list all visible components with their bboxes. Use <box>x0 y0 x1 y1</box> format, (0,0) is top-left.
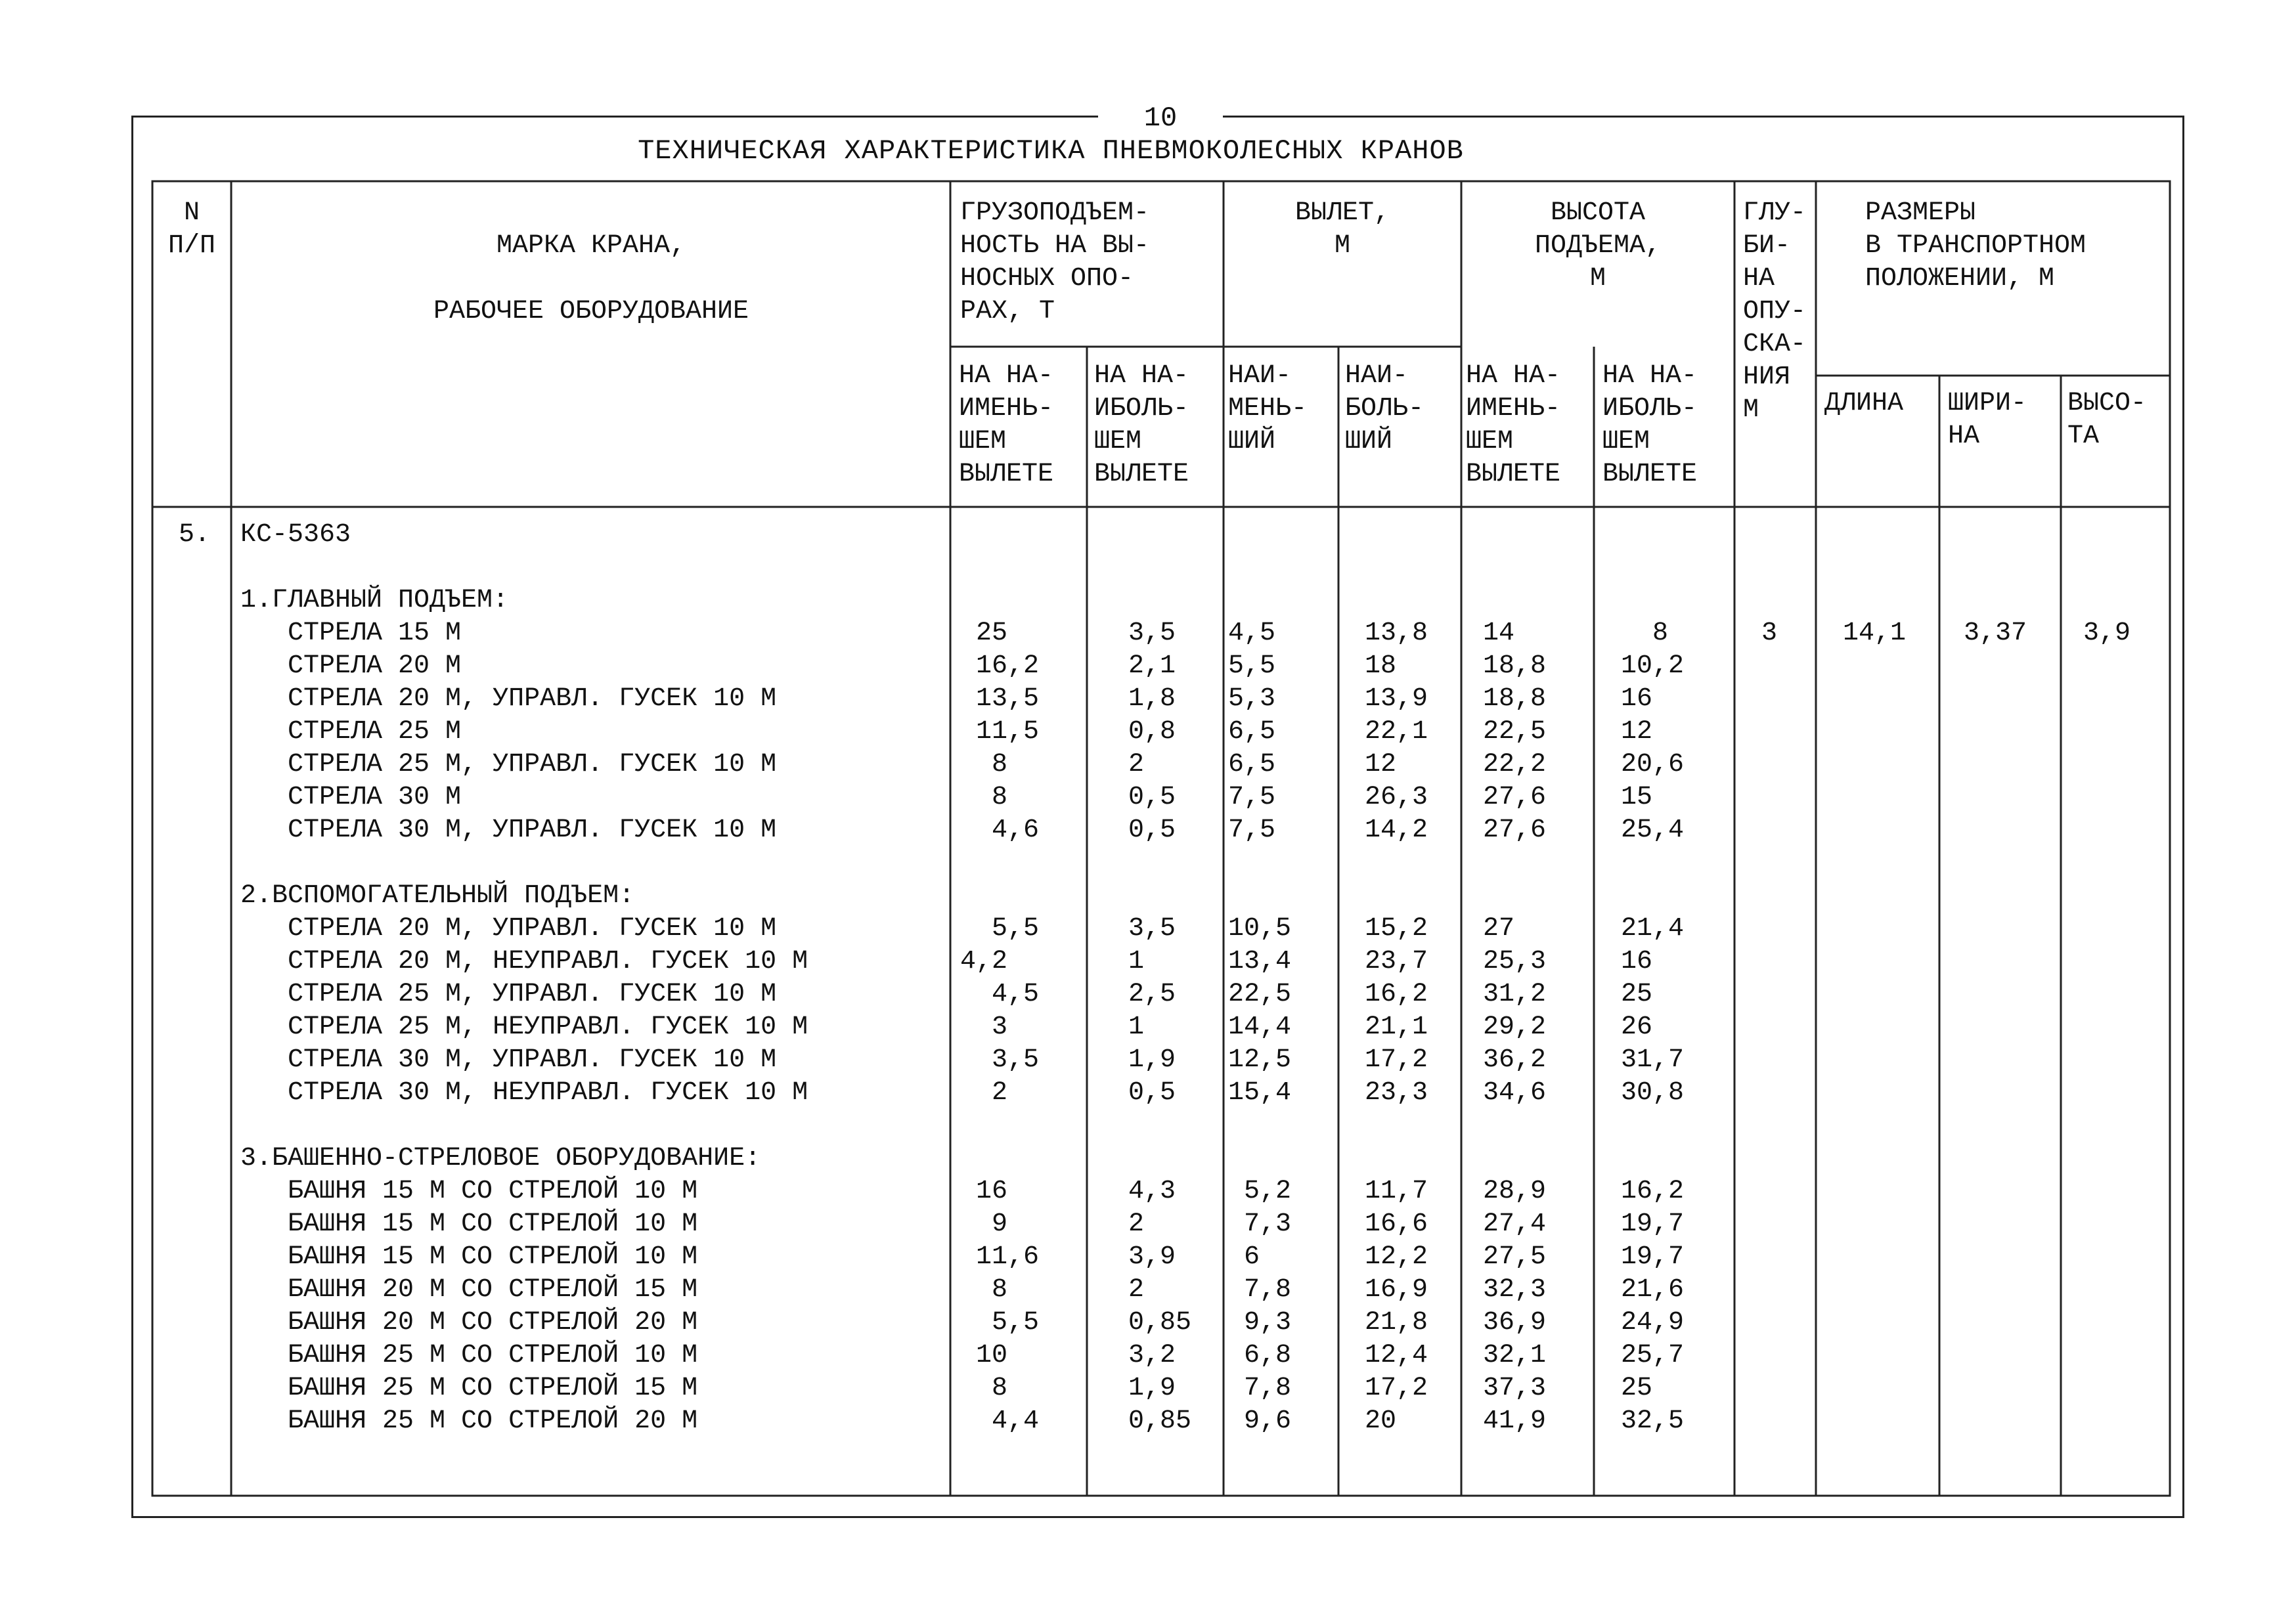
page-number: 10 <box>1098 98 1223 138</box>
header-dim-width: ШИРИ- НА <box>1948 389 2027 451</box>
header-dims: РАЗМЕРЫ В ТРАНСПОРТНОМ ПОЛОЖЕНИИ, М <box>1865 198 2086 293</box>
header-reach-max: НАИ- БОЛЬ- ШИЙ <box>1345 361 1424 456</box>
height-min-column: 14 18,8 18,8 22,5 22,2 27,6 27,6 27 25,3 31,2 29,2 36,2 34,6 28,9 27,4 27,5 32,3 36,9 32,1 37,3 41,9 <box>1483 619 1547 1436</box>
reach-min-column: 4,5 5,5 5,3 6,5 6,5 7,5 7,5 10,5 13,4 22,5 14,4 12,5 15,4 5,2 7,3 6 7,8 9,3 6,8 7,8 9,6 <box>1228 619 1292 1436</box>
header-cap-min: НА НА- ИМЕНЬ- ШЕМ ВЫЛЕТЕ <box>959 361 1054 489</box>
mark-column: КС-5363 1.ГЛАВНЫЙ ПОДЪЕМ: СТРЕЛА 15 М СТРЕЛА 20 М СТРЕЛА 20 М, УПРАВЛ. ГУСЕК 10 М СТРЕЛА 25 М СТРЕЛА 25 М, УПРАВЛ. ГУСЕК 10 М СТРЕЛА 30 М СТРЕЛА 30 М, УПРАВЛ. ГУСЕК 10 М 2.ВСПОМОГАТЕЛЬНЫЙ ПОДЪЕМ: СТРЕЛА 20 М, УПРАВЛ. ГУСЕК 10 М СТРЕЛА 20 М, НЕУПРАВЛ. ГУСЕК 10 М СТРЕЛА 25 М, УПРАВЛ. ГУСЕК 10 М СТРЕЛА 25 М, НЕУПРАВЛ. ГУСЕК 10 М СТРЕЛА 30 М, УПРАВЛ. ГУСЕК 10 М СТРЕЛА 30 М, НЕУПРАВЛ. ГУСЕК 10 М 3.БАШЕННО-СТРЕЛОВОЕ ОБОРУДОВАНИЕ: БАШНЯ 15 М СО СТРЕЛОЙ 10 М БАШНЯ 15 М СО СТРЕЛОЙ 10 М БАШНЯ 15 М СО СТРЕЛОЙ 10 М БАШНЯ 20 М СО СТРЕЛОЙ 15 М БАШНЯ 20 М СО СТРЕЛОЙ 20 М БАШНЯ 25 М СО СТРЕЛОЙ 10 М БАШНЯ 25 М СО СТРЕЛОЙ 15 М БАШНЯ 25 М СО СТРЕЛОЙ 20 М <box>240 520 808 1436</box>
height-column: 3,9 <box>2083 619 2131 648</box>
header-height-min: НА НА- ИМЕНЬ- ШЕМ ВЫЛЕТЕ <box>1466 361 1561 489</box>
reach-max-column: 13,8 18 13,9 22,1 12 26,3 14,2 15,2 23,7 16,2 21,1 17,2 23,3 11,7 16,6 12,2 16,9 21,8 12,4 17,2 20 <box>1365 619 1428 1436</box>
width-column: 3,37 <box>1964 619 2027 648</box>
document-title: ТЕХНИЧЕСКАЯ ХАРАКТЕРИСТИКА ПНЕВМОКОЛЕСНЫХ КРАНОВ <box>638 135 1464 167</box>
header-height: ВЫСОТА ПОДЪЕМА, М <box>1534 198 1662 293</box>
row-num: 5. <box>179 520 211 550</box>
header-num: N П/П <box>167 198 215 261</box>
header-cap-max: НА НА- ИБОЛЬ- ШЕМ ВЫЛЕТЕ <box>1094 361 1189 489</box>
header-reach-min: НАИ- МЕНЬ- ШИЙ <box>1228 361 1308 456</box>
depth-column: 3 <box>1761 619 1778 648</box>
header-reach: ВЫЛЕТ, М <box>1294 198 1390 261</box>
length-column: 14,1 <box>1843 619 1907 648</box>
header-mark: МАРКА КРАНА, РАБОЧЕЕ ОБОРУДОВАНИЕ <box>433 231 749 326</box>
header-dim-length: ДЛИНА <box>1824 389 1904 418</box>
header-dim-height: ВЫСО- ТА <box>2067 389 2147 451</box>
header-height-max: НА НА- ИБОЛЬ- ШЕМ ВЫЛЕТЕ <box>1602 361 1698 489</box>
height-max-column: 8 10,2 16 12 20,6 15 25,4 21,4 16 25 26 31,7 30,8 16,2 19,7 19,7 21,6 24,9 25,7 25 32,5 <box>1621 619 1685 1436</box>
cap-min-column: 25 16,2 13,5 11,5 8 8 4,6 5,5 4,2 4,5 3 3,5 2 16 9 11,6 8 5,5 10 8 4,4 <box>960 619 1040 1436</box>
cap-max-column: 3,5 2,1 1,8 0,8 2 0,5 0,5 3,5 1 2,5 1 1,9 0,5 4,3 2 3,9 2 0,85 3,2 1,9 0,85 <box>1128 619 1192 1436</box>
header-depth: ГЛУ- БИ- НА ОПУ- СКА- НИЯ М <box>1743 198 1807 425</box>
header-capacity: ГРУЗОПОДЪЕМ- НОСТЬ НА ВЫ- НОСНЫХ ОПО- РАХ, Т <box>960 198 1150 326</box>
